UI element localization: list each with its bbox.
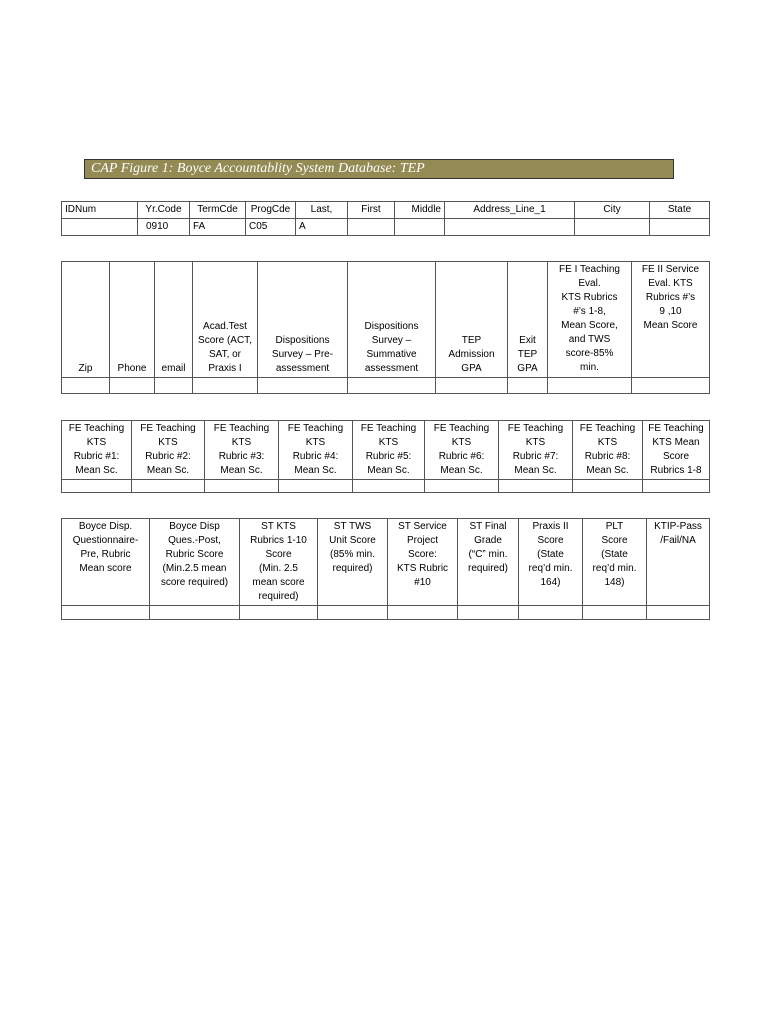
column-header: Yr.Code xyxy=(138,202,190,219)
table-cell xyxy=(519,606,583,620)
table-cell xyxy=(62,606,150,620)
table-cell xyxy=(110,378,155,394)
column-header: FE I Teaching Eval. KTS Rubrics #’s 1-8, Mean Score, and TWS score-85% min. xyxy=(548,262,632,378)
table-cell: A xyxy=(296,219,348,236)
column-header: Last, xyxy=(296,202,348,219)
table-cell xyxy=(258,378,348,394)
student-teaching-table xyxy=(61,518,710,620)
table-cell xyxy=(548,378,632,394)
table-cell xyxy=(583,606,647,620)
column-header: Acad.Test Score (ACT, SAT, or Praxis I xyxy=(193,262,258,378)
column-header: Dispositions Survey – Pre- assessment xyxy=(258,262,348,378)
table-row xyxy=(62,378,710,394)
table-cell xyxy=(193,378,258,394)
column-header: PLT Score (State req’d min. 148) xyxy=(583,519,647,606)
table-header-row xyxy=(62,262,710,378)
table-cell xyxy=(353,480,425,493)
table-cell xyxy=(573,480,643,493)
column-header: FE II Service Eval. KTS Rubrics #’s 9 ,10 Mean Score xyxy=(632,262,710,378)
table-cell xyxy=(348,378,436,394)
table-row xyxy=(62,480,710,493)
table-cell xyxy=(318,606,388,620)
table-cell xyxy=(62,378,110,394)
fe-teaching-table xyxy=(61,420,710,493)
table-cell xyxy=(436,378,508,394)
table-cell xyxy=(445,219,575,236)
column-header: Boyce Disp Ques.-Post, Rubric Score (Min.2.5 mean score required) xyxy=(150,519,240,606)
column-header: Exit TEP GPA xyxy=(508,262,548,378)
column-header: Boyce Disp. Questionnaire- Pre, Rubric Mean score xyxy=(62,519,150,606)
column-header: Praxis II Score (State req’d min. 164) xyxy=(519,519,583,606)
table-cell xyxy=(650,219,710,236)
table-cell xyxy=(132,480,205,493)
column-header: FE Teaching KTS Rubric #2: Mean Sc. xyxy=(132,421,205,480)
table-cell: FA xyxy=(190,219,246,236)
column-header: Address_Line_1 xyxy=(445,202,575,219)
column-header: FE Teaching KTS Rubric #3: Mean Sc. xyxy=(205,421,279,480)
table-header-row xyxy=(62,202,710,219)
table-cell xyxy=(348,219,395,236)
table-row xyxy=(62,219,710,236)
table-cell xyxy=(643,480,710,493)
column-header: TEP Admission GPA xyxy=(436,262,508,378)
column-header: TermCde xyxy=(190,202,246,219)
table-cell xyxy=(279,480,353,493)
table-cell xyxy=(150,606,240,620)
table-cell xyxy=(632,378,710,394)
column-header: ST Service Project Score: KTS Rubric #10 xyxy=(388,519,458,606)
table-cell xyxy=(425,480,499,493)
column-header: First xyxy=(348,202,395,219)
table-cell: 0910 xyxy=(138,219,190,236)
table-cell xyxy=(155,378,193,394)
table-row xyxy=(62,606,710,620)
column-header: ST KTS Rubrics 1-10 Score (Min. 2.5 mean score required) xyxy=(240,519,318,606)
figure-title: CAP Figure 1: Boyce Accountablity System Database: TEP xyxy=(84,159,674,179)
student-info-table xyxy=(61,201,710,236)
column-header: FE Teaching KTS Rubric #1: Mean Sc. xyxy=(62,421,132,480)
table-cell xyxy=(62,219,138,236)
column-header: Dispositions Survey – Summative assessment xyxy=(348,262,436,378)
table-cell xyxy=(395,219,445,236)
table-cell xyxy=(647,606,710,620)
column-header: FE Teaching KTS Rubric #4: Mean Sc. xyxy=(279,421,353,480)
column-header: Zip xyxy=(62,262,110,378)
column-header: ST TWS Unit Score (85% min. required) xyxy=(318,519,388,606)
table-header-row xyxy=(62,519,710,606)
column-header: email xyxy=(155,262,193,378)
table-cell xyxy=(240,606,318,620)
column-header: State xyxy=(650,202,710,219)
admission-table xyxy=(61,261,710,394)
column-header: ST Final Grade (“C” min. required) xyxy=(458,519,519,606)
column-header: FE Teaching KTS Rubric #6: Mean Sc. xyxy=(425,421,499,480)
table-cell xyxy=(388,606,458,620)
column-header: Phone xyxy=(110,262,155,378)
column-header: City xyxy=(575,202,650,219)
column-header: KTIP-Pass /Fail/NA xyxy=(647,519,710,606)
column-header: FE Teaching KTS Rubric #7: Mean Sc. xyxy=(499,421,573,480)
table-cell xyxy=(458,606,519,620)
table-header-row xyxy=(62,421,710,480)
table-cell xyxy=(499,480,573,493)
column-header: IDNum xyxy=(62,202,138,219)
table-cell: C05 xyxy=(246,219,296,236)
table-cell xyxy=(508,378,548,394)
table-cell xyxy=(575,219,650,236)
table-cell xyxy=(62,480,132,493)
column-header: FE Teaching KTS Mean Score Rubrics 1-8 xyxy=(643,421,710,480)
table-cell xyxy=(205,480,279,493)
column-header: FE Teaching KTS Rubric #5: Mean Sc. xyxy=(353,421,425,480)
column-header: Middle xyxy=(395,202,445,219)
column-header: FE Teaching KTS Rubric #8: Mean Sc. xyxy=(573,421,643,480)
column-header: ProgCde xyxy=(246,202,296,219)
